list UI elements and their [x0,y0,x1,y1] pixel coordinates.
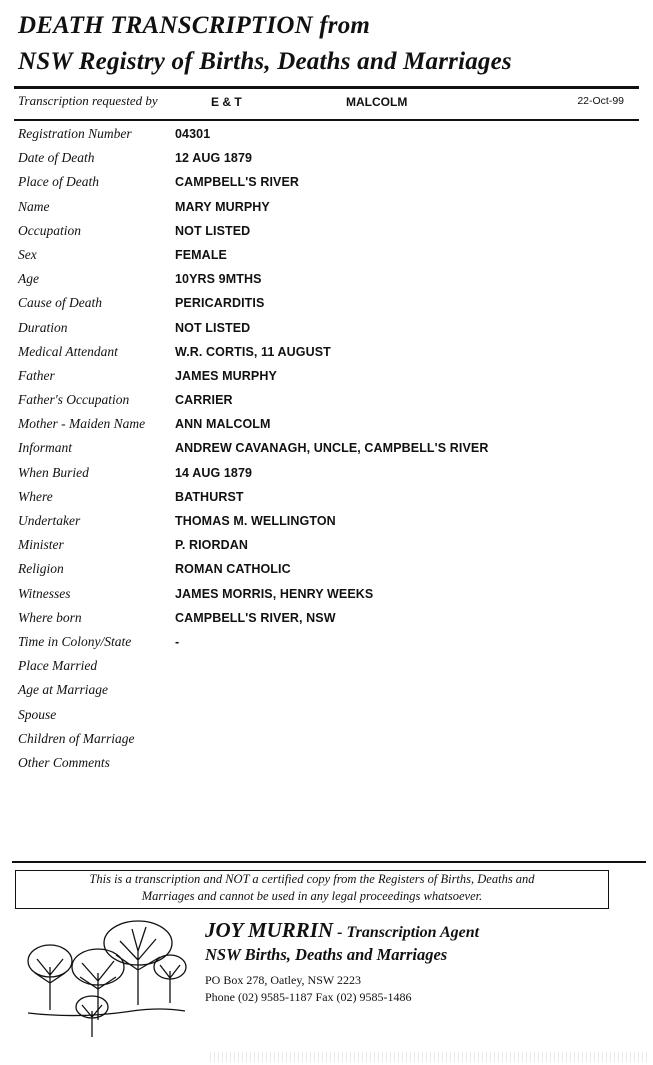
field-value: 10YRS 9MTHS [175,272,262,287]
field-label: Place of Death [18,174,99,190]
field-row [18,440,638,464]
field-label: Name [18,198,50,214]
field-row [18,707,638,731]
field-row [18,658,638,682]
field-value: 12 AUG 1879 [175,151,253,166]
field-row [18,126,638,150]
field-label: Informant [18,440,72,456]
disclaimer-box [15,870,609,909]
field-row [18,271,638,295]
field-label: Where born [18,609,82,625]
field-label: When Buried [18,464,89,480]
field-label: Date of Death [18,150,95,166]
field-value: ANDREW CAVANAGH, UNCLE, CAMPBELL'S RIVER [175,441,489,456]
disclaimer-line1: This is a transcription and NOT a certified copy from the Registers of Births, Deaths and [89,872,535,886]
field-label: Occupation [18,222,81,238]
field-label: Place Married [18,658,98,674]
field-row [18,755,638,779]
trees-logo-icon [20,915,190,1045]
record-fields [18,126,638,779]
field-value: THOMAS M. WELLINGTON [175,514,336,528]
field-value: 14 AUG 1879 [175,465,253,480]
field-label: Registration Number [18,126,132,141]
field-row [18,537,638,561]
field-label: Sex [18,246,37,262]
field-value: CARRIER [175,393,233,408]
field-label: Time in Colony/State [18,633,132,649]
field-row [18,150,638,174]
field-row [18,344,638,368]
field-row [18,682,638,706]
field-value: NOT LISTED [175,320,251,335]
field-label: Age at Marriage [18,682,108,698]
field-label: Duration [18,319,68,335]
field-row [18,586,638,610]
agent-address: PO Box 278, Oatley, NSW 2223 [205,973,361,987]
field-label: Mother - Maiden Name [18,416,146,432]
field-row [18,392,638,416]
field-label: Father's Occupation [18,392,130,408]
field-label: Age [18,271,39,287]
field-label: Where [18,488,53,504]
disclaimer-line2: Marriages and cannot be used in any legal proceedings whatsoever. [141,889,483,903]
field-value: W.R. CORTIS, 11 AUGUST [175,344,331,359]
field-row [18,561,638,585]
field-label: Religion [18,561,64,577]
field-label: Undertaker [18,513,81,528]
field-label: Children of Marriage [18,730,135,746]
field-row [18,199,638,223]
request-row [18,93,638,113]
request-surname: MALCOLM [346,95,408,109]
field-value: BATHURST [175,489,244,504]
field-value: MARY MURPHY [175,199,270,214]
field-value: PERICARDITIS [175,296,265,311]
field-row [18,513,638,537]
field-row [18,247,638,271]
field-value: ANN MALCOLM [175,417,271,432]
field-row [18,731,638,755]
request-first-names: E & T [211,95,242,109]
field-value: NOT LISTED [175,223,251,238]
field-value: 04301 [175,127,211,141]
field-value: CAMPBELL'S RIVER [175,175,300,190]
agent-name: JOY MURRIN [205,918,334,942]
top-rule-thick [14,86,639,89]
footer-rule [12,861,646,863]
field-value: FEMALE [175,247,227,262]
agent-organisation: NSW Births, Deaths and Marriages [205,945,448,964]
field-label: Father [18,367,55,383]
field-value: CAMPBELL'S RIVER, NSW [175,610,336,625]
request-label: Transcription requested by [18,93,158,108]
field-label: Medical Attendant [18,343,118,359]
field-row [18,320,638,344]
document-title-line1: DEATH TRANSCRIPTION from [18,12,371,39]
field-value: P. RIORDAN [175,538,249,553]
field-label: Spouse [18,706,57,722]
agent-title: - Transcription Agent [333,924,480,941]
field-row [18,174,638,198]
field-row [18,465,638,489]
field-row [18,416,638,440]
field-label: Minister [18,537,64,553]
field-label: Witnesses [18,585,71,601]
field-row [18,223,638,247]
agent-heading [205,918,479,943]
field-value: ROMAN CATHOLIC [175,562,291,577]
document-title-line2: NSW Registry of Births, Deaths and Marriages [18,48,512,75]
agent-phone: Phone (02) 9585-1187 Fax (02) 9585-1486 [205,990,412,1004]
request-date: 22-Oct-99 [577,95,624,107]
field-row [18,489,638,513]
field-label: Cause of Death [18,295,102,311]
field-row [18,610,638,634]
field-value: JAMES MURPHY [175,368,277,383]
field-label: Other Comments [18,754,110,770]
field-row [18,295,638,319]
field-value: - [175,634,180,649]
scan-noise [210,1052,650,1062]
field-row [18,368,638,392]
field-value: JAMES MORRIS, HENRY WEEKS [175,586,374,601]
field-row [18,634,638,658]
request-rule [14,119,639,121]
